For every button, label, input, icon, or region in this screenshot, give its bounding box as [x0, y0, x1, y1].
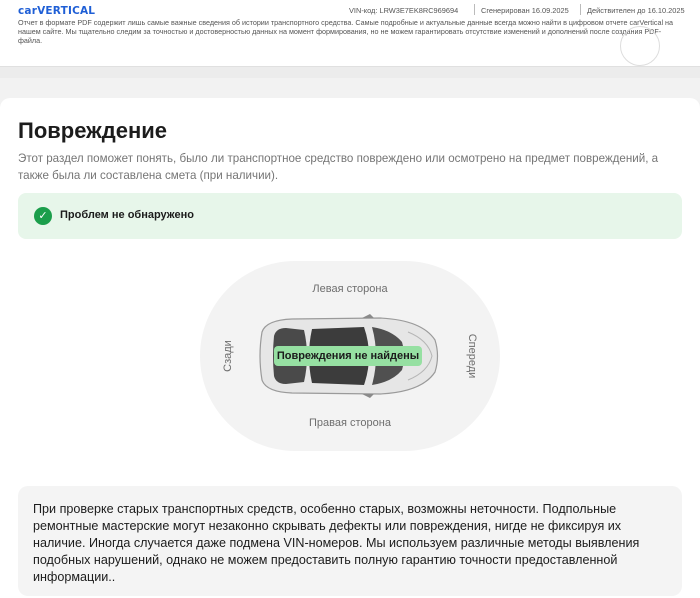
label-front: Спереди — [466, 333, 478, 379]
section-description: Этот раздел поможет понять, было ли транспортное средство повреждено или осмотрено на предмет повреждений, а также была ли составлена смета (при наличии). — [18, 152, 659, 182]
vin-code: VIN-код: LRW3E7EK8RC969694 — [349, 6, 459, 15]
pdf-disclaimer: Отчет в формате PDF содержит лишь самые важные сведения об истории транспортного средства. Самые подробные и актуальные данные всегда можно найти в цифровом отчете carVertical на нашем сайте. Мы тщательно следим за точностью и достоверностью данных на момент формирования, но не можем гарантировать отсутствие изменений и дополнений после создания PDF-файла. — [18, 18, 673, 46]
accuracy-note-text: При проверке старых транспортных средств, особенно старых, возможны неточности. Подпольные ремонтные мастерские могут незаконно скрывать дефекты или повреждения, нигде не фиксируя их наличие. Иногда случается даже подмена VIN-номеров. Мы используем различные методы выявления подобных нарушений, однако не можем предоставить полную гарантию точности предоставленной информации.. — [33, 502, 640, 584]
check-circle-icon: ✓ — [34, 207, 52, 225]
generated-date: Сгенерирован 16.09.2025 — [481, 6, 569, 15]
watermark-icon — [620, 26, 660, 66]
label-rear: Сзади — [222, 340, 234, 372]
valid-until-date: Действителен до 16.10.2025 — [587, 6, 685, 15]
accuracy-note — [18, 486, 682, 596]
header-divider — [474, 4, 475, 15]
label-right-side: Правая сторона — [309, 417, 391, 429]
no-damage-badge: Повреждения не найдены — [274, 346, 422, 366]
label-left-side: Левая сторона — [312, 283, 388, 295]
status-banner — [18, 193, 682, 239]
status-text: Проблем не обнаружено — [60, 209, 194, 221]
header-stripe — [0, 66, 700, 78]
section-title: Повреждение — [18, 118, 168, 143]
carvertical-logo[interactable]: carVERTICAL — [18, 5, 96, 17]
header-divider — [580, 4, 581, 15]
